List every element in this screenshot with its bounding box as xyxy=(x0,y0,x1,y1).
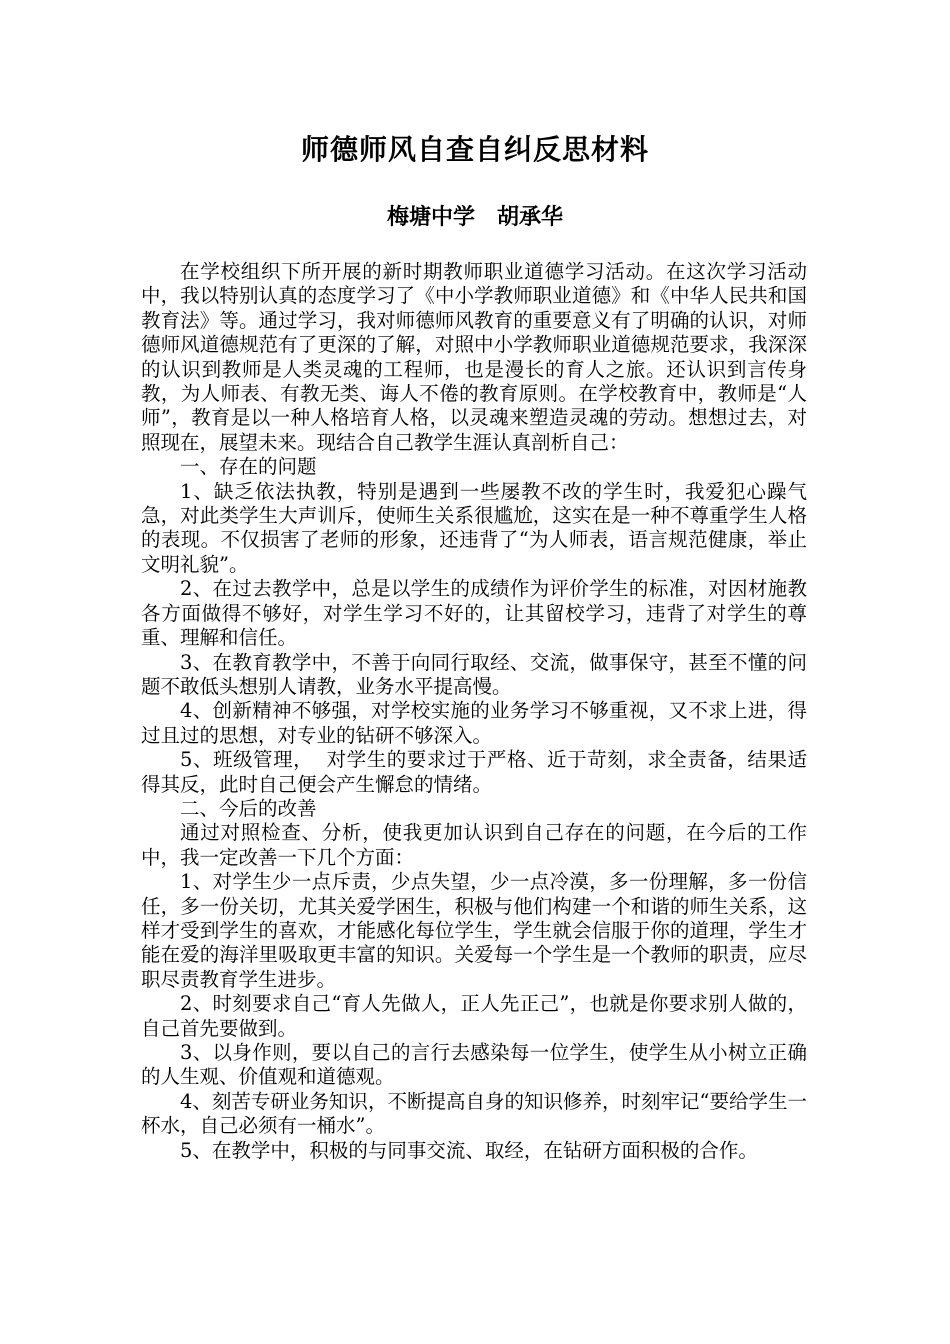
improvement-item-1: 1、对学生少一点斥责，少点失望，少一点冷漠，多一份理解，多一份信任，多一份关切，尤其关爱学困生，积极与他们构建一个和谐的师生关系，这样才受到学生的喜欢，才能感化每位学生，学生就会信服于你的道理，学生才能在爱的海洋里吸取更丰富的知识。关爱每一个学生是一个教师的职责，应尽职尽责教育学生进步。 xyxy=(141,870,807,991)
problem-item-4: 4、创新精神不够强，对学校实施的业务学习不够重视，又不求上进，得过且过的思想，对专业的钻研不够深入。 xyxy=(141,699,807,747)
problem-item-5: 5、班级管理， 对学生的要求过于严格、近于苛刻，求全责备，结果适得其反，此时自己便会产生懈怠的情绪。 xyxy=(141,748,807,796)
improvement-item-5: 5、在教学中，积极的与同事交流、取经，在钻研方面积极的合作。 xyxy=(180,1138,758,1162)
intro-paragraph: 在学校组织下所开展的新时期教师职业道德学习活动。在这次学习活动中，我以特别认真的态度学习了《中小学教师职业道德》和《中华人民共和国教育法》等。通过学习，我对师德师风教育的重要意义有了明确的认识，对师德师风道德规范有了更深的了解，对照中小学教师职业道德规范要求，我深深的认识到教师是人类灵魂的工程师，也是漫长的育人之旅。还认识到言传身教，为人师表、有教无类、诲人不倦的教育原则。在学校教育中，教师是“人师”，教育是以一种人格培育人格，以灵魂来塑造灵魂的劳动。想想过去，对照现在，展望未来。现结合自己教学生涯认真剖析自己： xyxy=(141,260,807,454)
improvement-intro: 通过对照检查、分析，使我更加认识到自己存在的问题，在今后的工作中，我一定改善一下几个方面： xyxy=(141,821,807,869)
document-body xyxy=(141,260,807,1163)
section-heading-improvements: 二、今后的改善 xyxy=(180,796,317,820)
problem-item-2: 2、在过去教学中，总是以学生的成绩作为评价学生的标准，对因材施教各方面做得不够好，对学生学习不好的，让其留校学习，违背了对学生的尊重、理解和信任。 xyxy=(141,577,807,650)
section-heading-problems: 一、存在的问题 xyxy=(180,455,317,479)
problem-item-3: 3、在教育教学中，不善于向同行取经、交流，做事保守，甚至不懂的问题不敢低头想别人请教，业务水平提高慢。 xyxy=(141,650,807,698)
improvement-item-4: 4、刻苦专研业务知识，不断提高自身的知识修养，时刻牢记“要给学生一杯水，自己必须有一桶水”。 xyxy=(141,1089,807,1138)
improvement-item-3: 3、以身作则，要以自己的言行去感染每一位学生，使学生从小树立正确的人生观、价值观和道德观。 xyxy=(141,1041,807,1089)
author-line: 梅塘中学 胡承华 xyxy=(386,205,563,230)
problem-item-1: 1、缺乏依法执教，特别是遇到一些屡教不改的学生时，我爱犯心躁气急，对此类学生大声训斥，使师生关系很尴尬，这实在是一种不尊重学生人格的表现。不仅损害了老师的形象，还违背了“为人师表，语言规范健康，举止文明礼貌”。 xyxy=(141,479,807,576)
document-title: 师德师风自查自纠反思材料 xyxy=(300,133,649,166)
improvement-item-2: 2、时刻要求自己“育人先做人，正人先正己”，也就是你要求别人做的，自己首先要做到。 xyxy=(141,992,807,1040)
